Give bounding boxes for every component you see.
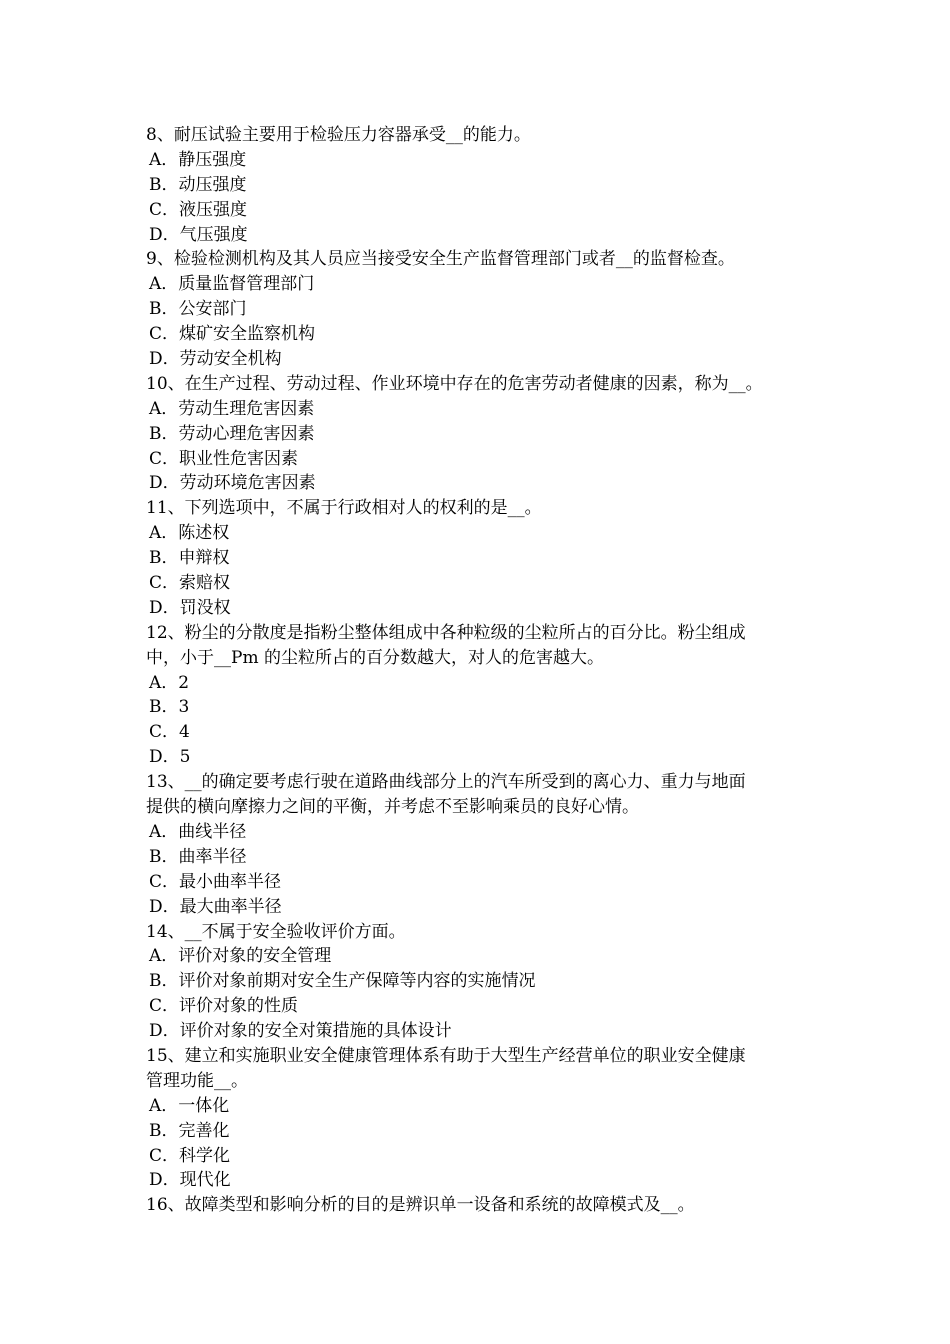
option-b: B．劳动心理危害因素: [149, 423, 315, 444]
option-b: B．3: [149, 697, 190, 718]
question-16: [146, 1193, 816, 1218]
question-8: [146, 123, 816, 247]
question-13: [146, 770, 816, 919]
question-14: [146, 920, 816, 1044]
question-stem: 10、在生产过程、劳动过程、作业环境中存在的危害劳动者健康的因素，称为__。: [146, 373, 763, 394]
question-stem-continued: 管理功能__。: [146, 1070, 248, 1091]
option-c: C．煤矿安全监察机构: [149, 324, 316, 345]
question-stem-continued: 提供的横向摩擦力之间的平衡，并考虑不至影响乘员的良好心情。: [146, 797, 639, 818]
option-a: A．一体化: [149, 1095, 230, 1116]
question-stem: 11、下列选项中，不属于行政相对人的权利的是__。: [146, 498, 542, 519]
option-a: A．评价对象的安全管理: [149, 946, 332, 967]
question-15: [146, 1044, 816, 1193]
option-c: C．液压强度: [149, 199, 248, 220]
option-c: C．职业性危害因素: [149, 448, 299, 469]
option-a: A．质量监督管理部门: [149, 274, 315, 295]
option-a: A．陈述权: [149, 523, 230, 544]
option-c: C．科学化: [149, 1145, 231, 1166]
option-c: C．4: [149, 722, 190, 743]
question-stem: 13、__的确定要考虑行驶在道路曲线部分上的汽车所受到的离心力、重力与地面: [146, 772, 746, 793]
option-b: B．评价对象前期对安全生产保障等内容的实施情况: [149, 971, 536, 992]
question-stem: 8、耐压试验主要用于检验压力容器承受__的能力。: [146, 125, 531, 145]
question-11: [146, 496, 816, 620]
question-stem: 15、建立和实施职业安全健康管理体系有助于大型生产经营单位的职业安全健康: [146, 1045, 746, 1066]
option-d: D．劳动安全机构: [149, 349, 282, 370]
option-b: B．申辩权: [149, 548, 230, 569]
option-c: C．最小曲率半径: [149, 871, 282, 892]
option-b: B．公安部门: [149, 299, 247, 320]
question-stem: 14、__不属于安全验收评价方面。: [146, 921, 406, 942]
option-c: C．索赔权: [149, 573, 231, 594]
option-d: D．现代化: [149, 1170, 231, 1191]
option-b: B．完善化: [149, 1120, 230, 1141]
option-a: A．静压强度: [149, 149, 247, 170]
question-stem: 9、检验检测机构及其人员应当接受安全生产监督管理部门或者__的监督检查。: [146, 249, 735, 270]
option-a: A．2: [149, 672, 190, 693]
option-b: B．曲率半径: [149, 846, 247, 867]
document-page: [146, 123, 816, 1218]
question-stem: 16、故障类型和影响分析的目的是辨识单一设备和系统的故障模式及__。: [146, 1195, 695, 1216]
option-d: D．罚没权: [149, 597, 231, 618]
question-stem: 12、粉尘的分散度是指粉尘整体组成中各种粒级的尘粒所占的百分比。粉尘组成: [146, 622, 746, 643]
option-d: D．劳动环境危害因素: [149, 473, 316, 494]
option-b: B．动压强度: [149, 174, 247, 195]
question-stem-continued: 中，小于__Pm 的尘粒所占的百分数越大，对人的危害越大。: [146, 647, 604, 668]
option-d: D．评价对象的安全对策措施的具体设计: [149, 1021, 452, 1042]
option-d: D．气压强度: [149, 224, 248, 245]
question-12: [146, 621, 816, 770]
question-10: [146, 372, 816, 496]
option-d: D．5: [149, 747, 191, 768]
option-a: A．劳动生理危害因素: [149, 398, 315, 419]
option-c: C．评价对象的性质: [149, 996, 299, 1017]
question-9: [146, 247, 816, 371]
option-d: D．最大曲率半径: [149, 896, 282, 917]
option-a: A．曲线半径: [149, 821, 247, 842]
